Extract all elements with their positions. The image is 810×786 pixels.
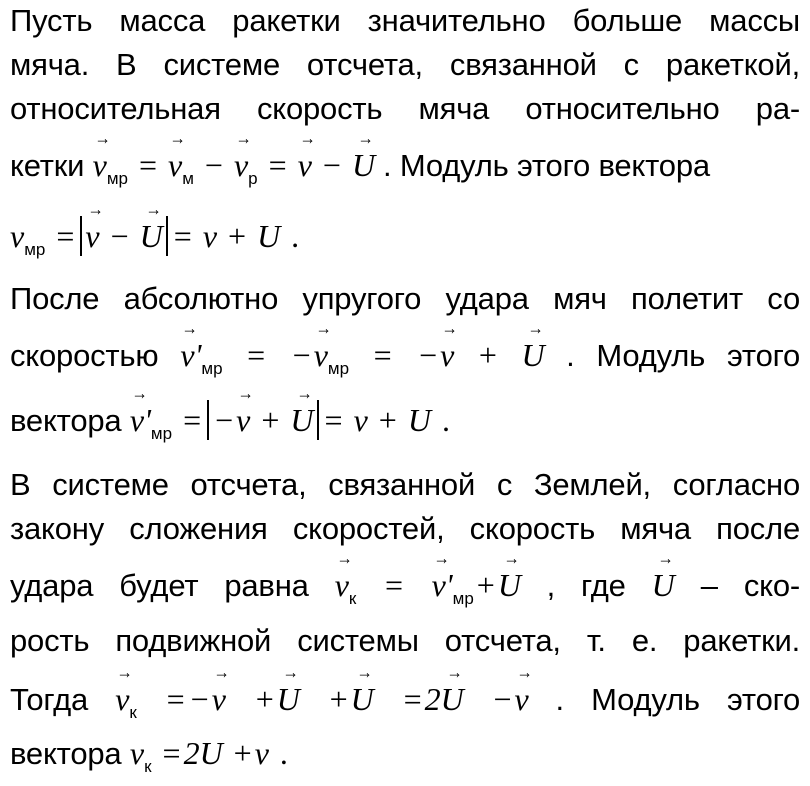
abs-bar [166, 216, 168, 256]
operator: = [373, 337, 392, 373]
vector-v: → v [314, 336, 328, 374]
formula-velocity-after [180, 337, 566, 378]
vector-v: → v [85, 217, 99, 255]
prime: ' [144, 402, 151, 438]
formula-magnitude-relative [10, 218, 302, 259]
symbol-v: v [202, 218, 218, 254]
operator: . [291, 218, 300, 254]
operator: + [261, 402, 280, 438]
symbol-U: U [199, 735, 223, 771]
subscript: мр [106, 169, 128, 188]
vector-v: → v [236, 401, 250, 439]
vector-U: → U [521, 336, 544, 374]
subscript: к [144, 757, 152, 776]
text-line-8 [10, 400, 453, 453]
operator: − [419, 337, 438, 373]
vector-v: → v [93, 146, 107, 184]
operator: . [279, 735, 288, 771]
prime: ' [194, 337, 202, 373]
vector-U: → U [441, 680, 464, 718]
formula-relative-velocity [92, 147, 383, 188]
operator: + [255, 681, 274, 717]
text-fragment: Тогда [10, 682, 88, 717]
formula-line-5 [10, 216, 302, 269]
abs-bar [317, 400, 319, 440]
text-line-1: Пусть масса ракетки значительно больше массы [10, 3, 800, 38]
operator: = [56, 218, 75, 254]
vector-v: → v [515, 680, 529, 718]
subscript: мр [201, 359, 223, 378]
text-line-11 [10, 566, 800, 618]
operator: + [228, 218, 247, 254]
text-fragment: . Модуль этого [566, 338, 801, 373]
symbol-v: v [353, 402, 368, 438]
abs-bar [207, 400, 209, 440]
operator: − [215, 402, 234, 438]
vector-U: → U [652, 566, 675, 604]
operator: − [493, 681, 512, 717]
vector-U: → U [352, 146, 375, 184]
vector-U: → U [290, 401, 313, 439]
vector-v: → v [115, 680, 129, 718]
text-fragment: удара будет равна [10, 568, 309, 603]
prime: ' [445, 567, 453, 603]
formula-U [652, 567, 675, 603]
text-line-3: относительная скорость мяча относительно ра- [10, 91, 800, 126]
vector-v: → v [298, 146, 312, 184]
operator: = [162, 735, 181, 771]
operator: . [441, 402, 450, 438]
coefficient: 2 [183, 735, 200, 771]
operator: = [183, 402, 202, 438]
text-fragment: вектора [10, 403, 122, 438]
text-line-10: закону сложения скоростей, скорость мяча после [10, 511, 800, 546]
formula-final-velocity [115, 681, 555, 722]
vector-U: → U [140, 217, 163, 255]
operator: = [247, 337, 266, 373]
text-line-7 [10, 336, 800, 388]
text-fragment: , где [546, 568, 626, 603]
vector-v: → v [212, 680, 226, 718]
text-line-6: После абсолютно упругого удара мяч полетит со [10, 281, 800, 316]
vector-v: → v [180, 336, 194, 374]
vector-v: → v [130, 401, 144, 439]
operator: = [138, 147, 158, 183]
formula-velocity-earth [334, 567, 547, 608]
operator: = [173, 218, 192, 254]
vector-v: → v [440, 336, 454, 374]
operator: − [322, 147, 341, 183]
text-line-9: В системе отсчета, связанной с Землей, согласно [10, 467, 800, 502]
text-fragment: кетки [10, 148, 85, 183]
symbol-v: v [129, 735, 145, 771]
vector-v: → v [168, 146, 182, 184]
subscript: мр [452, 589, 474, 608]
vector-v: → v [234, 146, 248, 184]
text-line-12: рость подвижной системы отсчета, т. е. ракетки. [10, 623, 800, 658]
operator: = [324, 402, 343, 438]
text-fragment: – ско- [700, 568, 801, 603]
text-fragment: . Модуль этого [555, 682, 801, 717]
subscript: мр [327, 359, 350, 378]
operator: + [478, 337, 497, 373]
operator: − [204, 147, 223, 183]
vector-U: → U [351, 680, 374, 718]
subscript: мр [24, 240, 46, 259]
text-fragment: скоростью [10, 338, 159, 373]
operator: − [190, 681, 209, 717]
symbol-v: v [10, 218, 25, 254]
text-fragment: . Модуль этого вектора [383, 148, 710, 183]
vector-v: → v [335, 566, 349, 604]
vector-U: → U [277, 680, 300, 718]
operator: = [403, 681, 422, 717]
text-line-13 [10, 680, 800, 732]
text-line-14 [10, 734, 291, 786]
operator: = [384, 567, 403, 603]
symbol-v: v [254, 735, 269, 771]
text-line-4 [10, 146, 710, 198]
operator: + [476, 567, 495, 603]
text-line-2: мяча. В системе отсчета, связанной с ракеткой, [10, 47, 800, 82]
vector-v: → v [432, 566, 446, 604]
subscript: м [182, 169, 194, 188]
subscript: к [348, 589, 357, 608]
operator: = [268, 147, 287, 183]
subscript: мр [150, 424, 173, 443]
symbol-U: U [257, 218, 281, 254]
operator: + [233, 735, 252, 771]
vector-U: → U [498, 566, 521, 604]
operator: − [292, 337, 311, 373]
formula-final-magnitude [129, 735, 291, 776]
operator: = [166, 681, 185, 717]
operator: + [329, 681, 348, 717]
subscript: к [129, 703, 137, 722]
formula-magnitude-after [129, 402, 453, 443]
symbol-U: U [407, 402, 431, 438]
operator: − [110, 218, 129, 254]
operator: + [378, 402, 397, 438]
abs-bar [80, 216, 82, 256]
coefficient: 2 [424, 681, 441, 717]
text-fragment: вектора [10, 736, 122, 771]
subscript: р [248, 169, 258, 188]
